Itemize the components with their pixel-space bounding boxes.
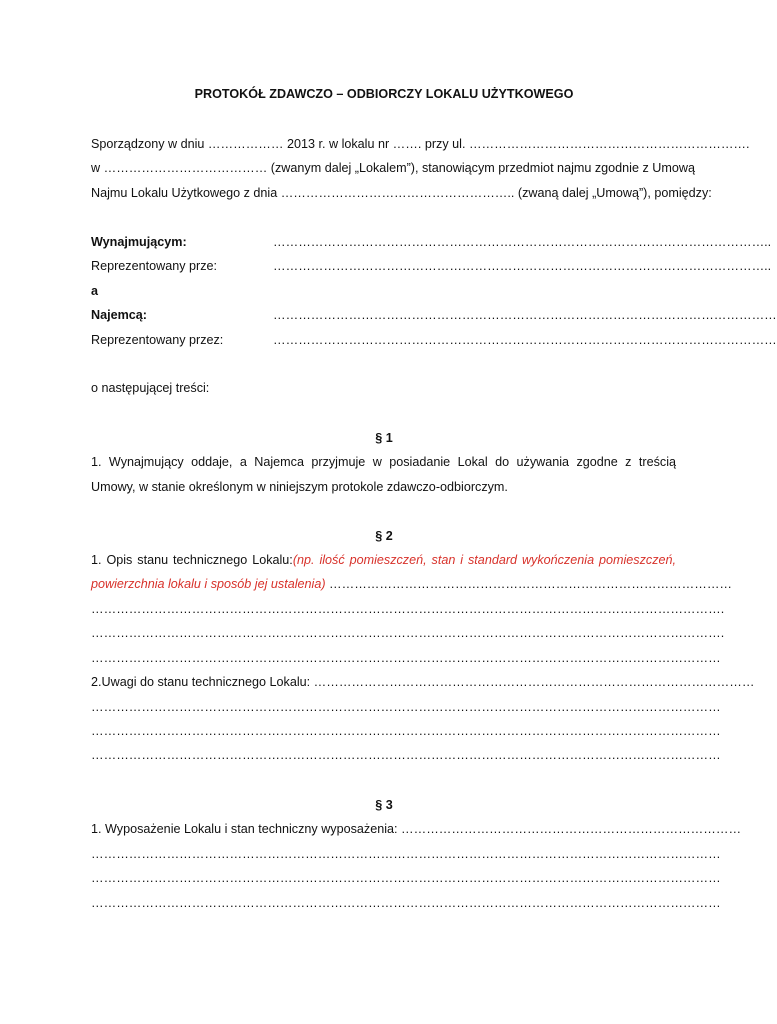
section-3-point-1-line (91, 821, 742, 837)
section-1-line-1: 1. Wynajmujący oddaje, a Najemca przyjmuje w posiadanie Lokal do używania zgodne z treścią (91, 455, 676, 469)
intro-line-3: Najmu Lokalu Użytkowego z dnia ……………………………………………….. (zwaną dalej „Umową”), pomiędzy: (91, 186, 712, 200)
section-2-dots-line-5: …………………………………………………………………………………………………………………………………… (91, 724, 721, 738)
section-2-point-1-line-1 (91, 552, 676, 568)
section-3-dots-line-2: …………………………………………………………………………………………………………………………………… (91, 871, 721, 885)
section-2-point-2-line (91, 674, 755, 690)
section-3-point-1-dots: ……………………………………………………………………… (397, 822, 742, 836)
section-1-heading: § 1 (375, 431, 393, 445)
and-label: a (91, 284, 99, 298)
landlord-representative-label: Reprezentowany prze: (91, 259, 218, 273)
section-3-heading: § 3 (375, 798, 393, 812)
section-2-point-1-dots: …………………………………………………………………………………… (325, 577, 733, 591)
section-2-point-1-hint-a: (np. ilość pomieszczeń, stan i standard wykończenia pomieszczeń, (292, 553, 677, 567)
tenant-label: Najemcą: (91, 308, 148, 322)
section-3-point-1-label: 1. Wyposażenie Lokalu i stan techniczny wyposażenia: (91, 822, 398, 836)
tenant-representative-field: ………………………………………………………………………………………………………… (273, 333, 777, 347)
landlord-representative-field: ……………………………………………………………………………………………………….. (273, 259, 772, 273)
content-intro: o następującej treści: (91, 381, 210, 395)
document-title: PROTOKÓŁ ZDAWCZO – ODBIORCZY LOKALU UŻYTKOWEGO (194, 87, 574, 101)
section-2-point-2-label: 2.Uwagi do stanu technicznego Lokalu: (91, 675, 311, 689)
section-2-dots-line-6: …………………………………………………………………………………………………………………………………… (91, 748, 721, 762)
tenant-field: ………………………………………………………………………………………………………… (273, 308, 777, 322)
section-2-dots-line-4: …………………………………………………………………………………………………………………………………… (91, 700, 721, 714)
section-2-heading: § 2 (375, 529, 393, 543)
section-3-dots-line-1: …………………………………………………………………………………………………………………………………… (91, 847, 721, 861)
section-2-point-1-line-2 (91, 576, 733, 592)
section-2-point-2-dots: …………………………………………………………………………………………… (310, 675, 755, 689)
intro-line-2: w ………………………………… (zwanym dalej „Lokalem”), stanowiącym przedmiot najmu zgodnie z Umową (91, 161, 695, 175)
section-1-line-2: Umowy, w stanie określonym w niniejszym protokole zdawczo-odbiorczym. (91, 480, 508, 494)
section-2-point-1-label: 1. Opis stanu technicznego Lokalu: (91, 553, 293, 567)
tenant-representative-label: Reprezentowany przez: (91, 333, 224, 347)
section-3-dots-line-3: …………………………………………………………………………………………………………………………………… (91, 896, 721, 910)
landlord-field: ……………………………………………………………………………………………………….. (273, 235, 772, 249)
intro-line-1: Sporządzony w dniu ……………… 2013 r. w lokalu nr ……. przy ul. …………………………………………………………. (91, 137, 750, 151)
section-2-point-1-hint-b: powierzchnia lokalu i sposób jej ustalenia) (91, 577, 326, 591)
section-2-dots-line-1: ……………………………………………………………………………………………………………………………………. (91, 602, 725, 616)
landlord-label: Wynajmującym: (91, 235, 187, 249)
section-2-dots-line-3: …………………………………………………………………………………………………………………………………… (91, 651, 721, 665)
section-2-dots-line-2: ……………………………………………………………………………………………………………………………………. (91, 626, 725, 640)
